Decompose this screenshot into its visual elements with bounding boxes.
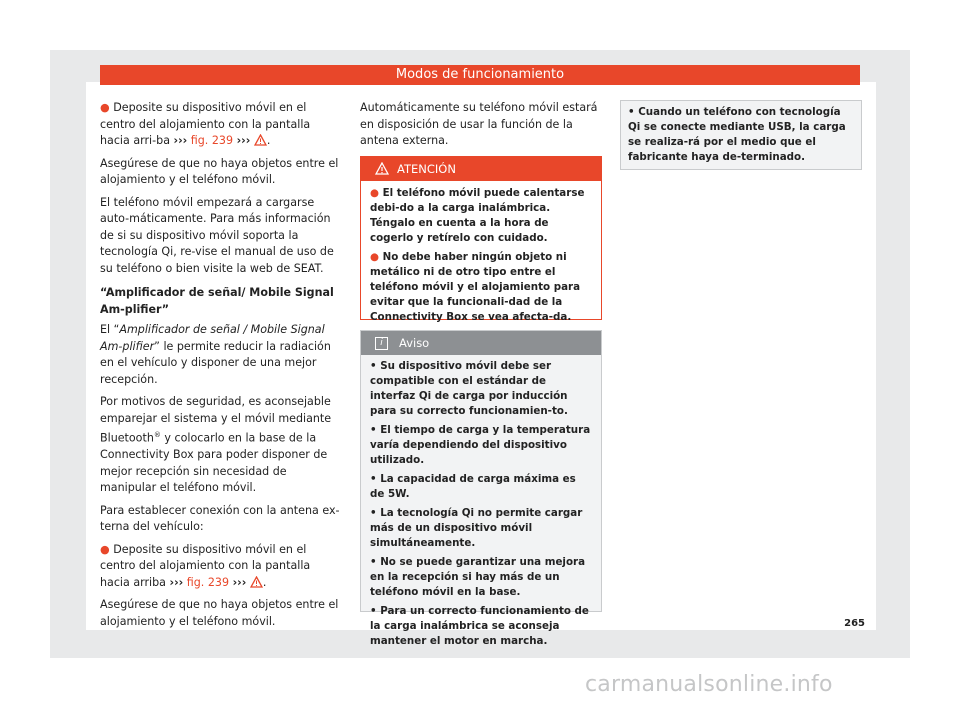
right-note-box — [620, 100, 862, 170]
paragraph: Asegúrese de que no haya objetos entre el alojamiento y el teléfono móvil. — [100, 156, 339, 186]
list-item: • Para un correcto funcionamiento de la carga inalámbrica se aconseja mantener el motor en marcha. — [370, 605, 589, 647]
paragraph: Por motivos de seguridad, es aconsejable emparejar el sistema y el móvil mediante Bluetooth® y colocarlo en la base de la Connectivity Box para poder disponer de mejor recepción sin necesidad de manipular el teléfono móvil. — [100, 395, 332, 495]
fig-239-link[interactable]: fig. 239 — [186, 575, 230, 589]
bullet-icon: • — [370, 473, 377, 485]
info-icon: i — [375, 337, 388, 350]
list-item: • El tiempo de carga y la temperatura varía dependiendo del dispositivo utilizado. — [370, 424, 591, 466]
paragraph: El teléfono móvil empezará a cargarse auto-máticamente. Para más información de si su dispositivo móvil soporta la tecnología Qi, re-vise el manual de uso de su teléfono o bien visite la web de SEAT. — [100, 195, 334, 275]
bullet-icon: ● — [100, 542, 110, 556]
warning-icon — [375, 162, 389, 175]
list-item: • La capacidad de carga máxima es de 5W. — [370, 473, 576, 500]
bullet-icon: • — [370, 424, 377, 436]
notice-title: Aviso — [399, 336, 430, 350]
page-number: 265 — [844, 618, 865, 629]
bullet-icon: ● — [370, 187, 379, 199]
list-item: ● El teléfono móvil puede calentarse debi-do a la carga inalámbrica. Téngalo en cuenta a la hora de cogerlo y retírelo con cuidado. — [370, 187, 585, 244]
attention-box — [360, 156, 602, 323]
bullet-icon: • — [370, 556, 377, 568]
section-heading: “Amplificador de señal/ Mobile Signal Am-plifier” — [100, 286, 334, 316]
bullet-icon: • — [370, 507, 377, 519]
paragraph: Para establecer conexión con la antena ex-terna del vehículo: — [100, 503, 340, 534]
paragraph: Asegúrese de que no haya objetos entre el alojamiento y el teléfono móvil. — [100, 598, 339, 628]
notice-box — [360, 330, 602, 647]
middle-intro: Automáticamente su teléfono móvil estará en disposición de usar la función de la antena externa. — [360, 101, 598, 147]
watermark: carmanualsonline.info — [585, 672, 833, 697]
notice-body — [361, 355, 601, 649]
right-note: Cuando un teléfono con tecnología Qi se conecte mediante USB, la carga se realiza-rá por el medio que el fabricante haya de-terminado. — [628, 106, 846, 163]
fig-239-link[interactable]: fig. 239 — [190, 134, 234, 147]
bullet-icon: • — [370, 605, 377, 617]
notice-header — [361, 331, 601, 355]
left-column — [100, 100, 342, 636]
warning-icon[interactable] — [254, 134, 267, 146]
instruction-2: ● Deposite su dispositivo móvil en el centro del alojamiento con la pantalla hacia arriba ››› fig. 239 ››› . — [100, 542, 311, 589]
bullet-icon: ● — [370, 251, 379, 263]
page-title: Modos de funcionamiento — [100, 65, 860, 85]
attention-body — [361, 181, 601, 325]
attention-title: ATENCIÓN — [397, 162, 456, 176]
list-item: ● No debe haber ningún objeto ni metálico ni de otro tipo entre el teléfono móvil y el alojamiento para evitar que la funcionali-dad de la Connectivity Box se vea afecta-da. — [370, 251, 581, 323]
list-item: • No se puede garantizar una mejora en la recepción si hay más de un teléfono móvil en la base. — [370, 556, 586, 598]
list-item: • Su dispositivo móvil debe ser compatible con el estándar de interfaz Qi de carga por inducción para su correcto funcionamien-to. — [370, 360, 568, 417]
paragraph: El “Amplificador de señal / Mobile Signal Am-plifier” le permite reducir la radiación en el vehículo y disponer de una mejor recepción. — [100, 323, 331, 386]
list-item: • La tecnología Qi no permite cargar más de un dispositivo móvil simultáneamente. — [370, 507, 583, 549]
warning-icon[interactable] — [250, 576, 263, 588]
attention-header — [361, 157, 601, 181]
bullet-icon: • — [370, 360, 377, 372]
instruction-1: ● Deposite su dispositivo móvil en el centro del alojamiento con la pantalla hacia arri-ba ››› fig. 239 ››› . — [100, 101, 311, 147]
bullet-icon: • — [628, 106, 635, 118]
bullet-icon: ● — [100, 101, 110, 114]
